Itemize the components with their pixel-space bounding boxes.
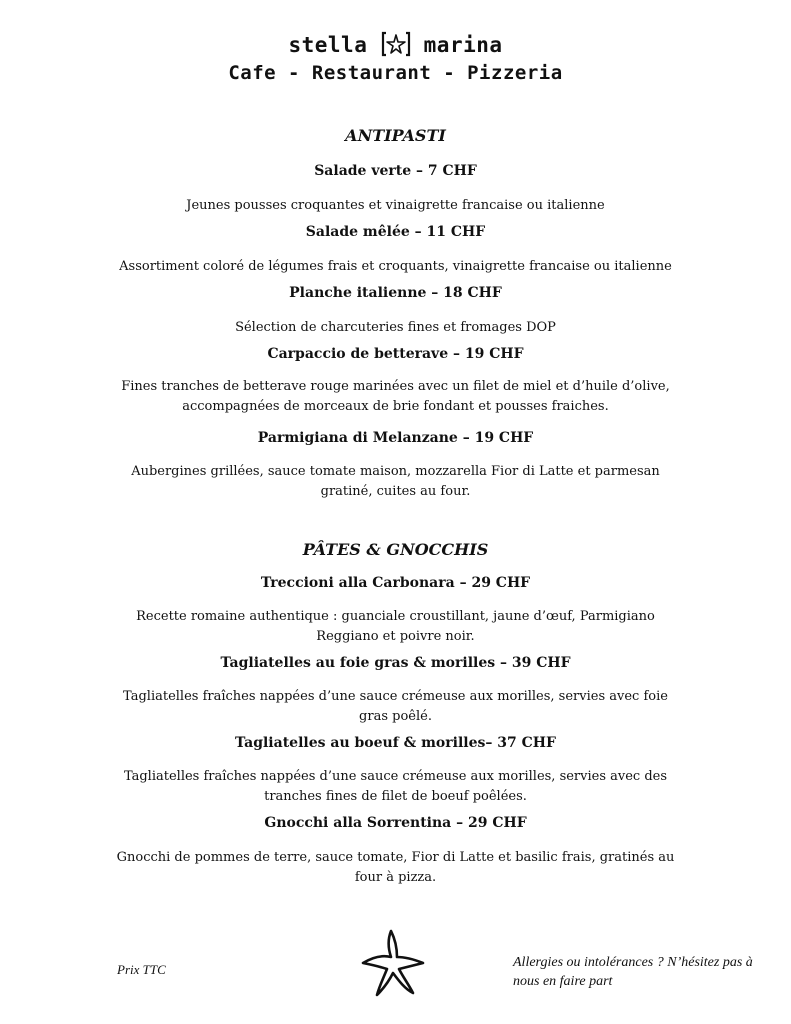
dish-description: Gnocchi de pommes de terre, sauce tomate, Fior di Latte et basilic frais, gratinés au four à pizza. (116, 850, 675, 885)
dish-description: Jeunes pousses croquantes et vinaigrette francaise ou italienne (186, 198, 605, 213)
brand-name-left: stella (288, 33, 368, 57)
section-title-antipasti: ANTIPASTI (345, 126, 446, 145)
dish-name: Tagliatelles au boeuf & morilles– 37 CHF (235, 735, 556, 751)
starfish-logo-icon (361, 927, 425, 999)
dish-name: Tagliatelles au foie gras & morilles – 39 CHF (220, 655, 571, 671)
dish-name: Treccioni alla Carbonara – 29 CHF (260, 575, 531, 591)
dish-description: Recette romaine authentique : guanciale croustillant, jaune d’œuf, Parmigiano Reggiano et poivre noir. (136, 609, 655, 644)
brand-name (0, 30, 791, 60)
dish-description: Aubergines grillées, sauce tomate maison, mozzarella Fior di Latte et parmesan gratiné, cuites au four. (131, 464, 660, 499)
allergy-note: Allergies ou intolérances ? N’hésitez pas à nous en faire part (513, 955, 753, 989)
dish-description: Tagliatelles fraîches nappées d’une sauce crémeuse aux morilles, servies avec des tranches fines de filet de boeuf poêlées. (123, 769, 668, 804)
dish-name: Gnocchi alla Sorrentina – 29 CHF (264, 815, 527, 831)
starfish-bracket-icon (381, 31, 411, 57)
dish-name: Carpaccio de betterave – 19 CHF (267, 346, 524, 362)
dish-name: Salade verte – 7 CHF (314, 163, 477, 179)
dish-description: Fines tranches de betterave rouge marinées avec un filet de miel et d’huile d’olive, accompagnées de morceaux de brie fondant et pousses fraiches. (121, 379, 670, 414)
dish-description: Sélection de charcuteries fines et fromages DOP (235, 320, 556, 335)
dish-name: Parmigiana di Melanzane – 19 CHF (257, 430, 534, 446)
dish-name: Planche italienne – 18 CHF (289, 285, 502, 301)
brand-subtitle: Cafe - Restaurant - Pizzeria (228, 62, 563, 84)
dish-description: Assortiment coloré de légumes frais et croquants, vinaigrette francaise ou italienne (119, 259, 672, 274)
price-note: Prix TTC (117, 962, 166, 977)
section-title-pates: PÂTES & GNOCCHIS (302, 540, 489, 559)
brand-name-right: marina (423, 33, 503, 57)
brand-header (0, 30, 791, 86)
dish-description: Tagliatelles fraîches nappées d’une sauce crémeuse aux morilles, servies avec foie gras poêlé. (123, 689, 668, 724)
dish-name: Salade mêlée – 11 CHF (305, 224, 486, 240)
